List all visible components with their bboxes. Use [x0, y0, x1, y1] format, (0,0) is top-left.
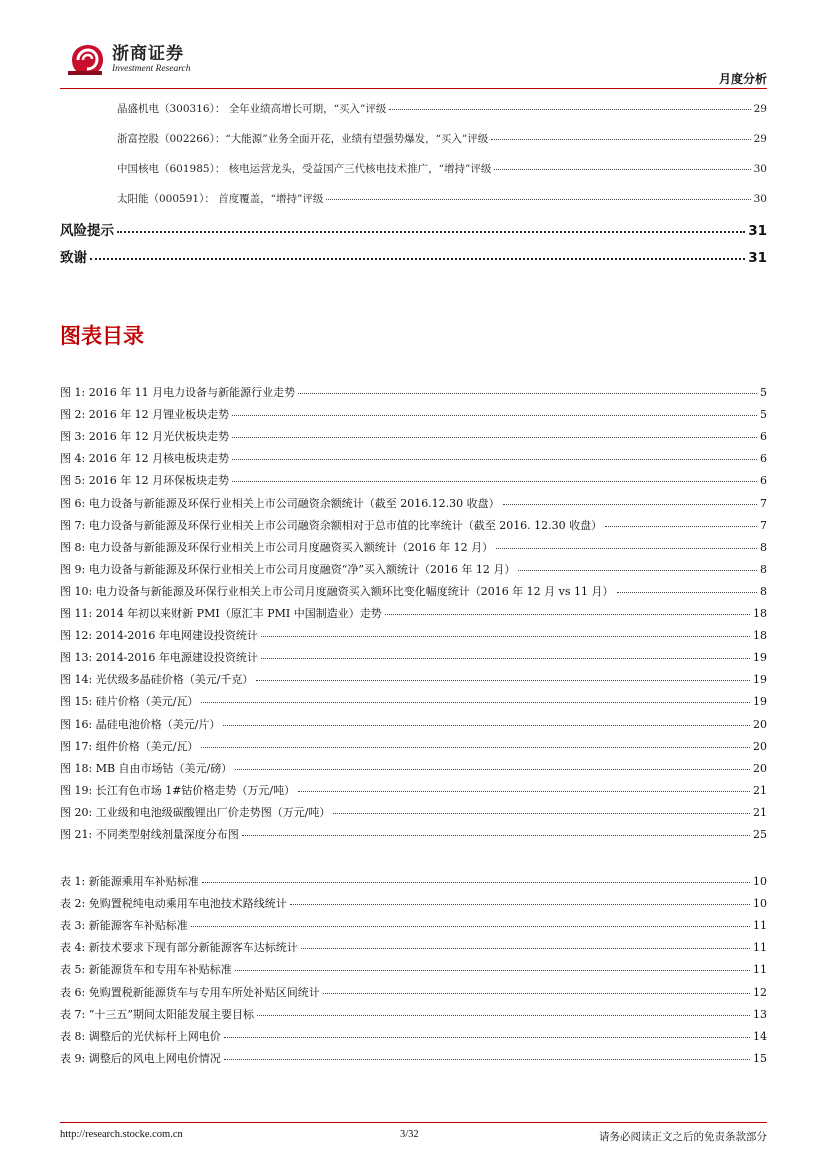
table-list-item[interactable]: 表 4: 新技术要求下现有部分新能源客车达标统计 11	[60, 941, 767, 955]
figure-list-item[interactable]: 图 13: 2014-2016 年电源建设投资统计 19	[60, 651, 767, 665]
brand-block	[112, 44, 191, 75]
figure-index-title: 图表目录	[60, 324, 144, 348]
figure-list-item[interactable]: 图 15: 硅片价格（美元/瓦） 19	[60, 695, 767, 709]
table-list-item[interactable]: 表 6: 免购置税新能源货车与专用车所处补贴区间统计 12	[60, 985, 767, 999]
footer-url[interactable]: http://research.stocke.com.cn	[60, 1129, 183, 1140]
footer-disclaimer: 请务必阅读正文之后的免责条款部分	[599, 1131, 767, 1143]
brand-name-en: Investment Research	[112, 64, 191, 74]
figure-list-item[interactable]: 图 1: 2016 年 11 月电力设备与新能源行业走势 5	[60, 386, 767, 399]
toc-sub-entry[interactable]: 晶盛机电（300316）： 全年业绩高增长可期，“买入”评级 29	[117, 103, 767, 115]
figure-list-item[interactable]: 图 11: 2014 年初以来财新 PMI（原汇丰 PMI 中国制造业）走势 18	[60, 607, 767, 620]
figure-list-item[interactable]: 图 7: 电力设备与新能源及环保行业相关上市公司融资余额相对于总市值的比率统计（截至 2016. 12.30 收盘） 7	[60, 518, 767, 532]
figure-list-item[interactable]: 图 10: 电力设备与新能源及环保行业相关上市公司月度融资买入额环比变化幅度统计（2016 年 12 月 vs 11 月） 8	[60, 584, 767, 598]
figure-list-item[interactable]: 图 12: 2014-2016 年电网建设投资统计 18	[60, 629, 767, 643]
toc-sub-entry[interactable]: 中国核电（601985）： 核电运营龙头，受益国产三代核电技术推广，“增持”评级 30	[117, 163, 767, 175]
toc-main-entry[interactable]: 致谢 31	[60, 250, 767, 266]
table-list-item[interactable]: 表 7: “十三五”期间太阳能发展主要目标 13	[60, 1007, 767, 1021]
figure-list-item[interactable]: 图 17: 组件价格（美元/瓦） 20	[60, 739, 767, 753]
company-logo-icon	[66, 42, 106, 78]
header-divider	[60, 88, 767, 89]
toc-sub-entry[interactable]: 太阳能（000591）： 首度覆盖，“增持”评级 30	[117, 193, 767, 205]
figure-list-item[interactable]: 图 20: 工业级和电池级碳酸锂出厂价走势图（万元/吨） 21	[60, 805, 767, 819]
toc-sub-entry[interactable]: 浙富控股（002266）：“大能源”业务全面开花，业绩有望强势爆发，“买入”评级 29	[117, 133, 767, 145]
figure-list-item[interactable]: 图 8: 电力设备与新能源及环保行业相关上市公司月度融资买入额统计（2016 年 12 月） 8	[60, 540, 767, 554]
figure-list-item[interactable]: 图 3: 2016 年 12 月光伏板块走势 6	[60, 430, 767, 444]
figure-list-item[interactable]: 图 9: 电力设备与新能源及环保行业相关上市公司月度融资“净”买入额统计（2016 年 12 月） 8	[60, 562, 767, 576]
toc-main-entry[interactable]: 风险提示 31	[60, 223, 767, 239]
figure-list-item[interactable]: 图 21: 不同类型射线剂量深度分布图 25	[60, 828, 767, 841]
document-type: 月度分析	[718, 72, 767, 86]
figure-list-item[interactable]: 图 5: 2016 年 12 月环保板块走势 6	[60, 474, 767, 488]
table-list-item[interactable]: 表 2: 免购置税纯电动乘用车电池技术路线统计 10	[60, 897, 767, 911]
footer-divider	[60, 1122, 767, 1123]
footer-page-number: 3/32	[400, 1129, 419, 1140]
table-list-item[interactable]: 表 3: 新能源客车补贴标准 11	[60, 919, 767, 933]
figure-list-item[interactable]: 图 14: 光伏级多晶硅价格（美元/千克） 19	[60, 673, 767, 687]
figure-list-item[interactable]: 图 2: 2016 年 12 月锂业板块走势 5	[60, 408, 767, 422]
brand-name-cn: 浙商证券	[112, 44, 184, 64]
table-list-item[interactable]: 表 1: 新能源乘用车补贴标准 10	[60, 875, 767, 888]
figure-list-item[interactable]: 图 6: 电力设备与新能源及环保行业相关上市公司融资余额统计（截至 2016.12.30 收盘） 7	[60, 496, 767, 510]
table-list-item[interactable]: 表 5: 新能源货车和专用车补贴标准 11	[60, 963, 767, 977]
figure-list-item[interactable]: 图 4: 2016 年 12 月核电板块走势 6	[60, 452, 767, 466]
table-list-item[interactable]: 表 8: 调整后的光伏标杆上网电价 14	[60, 1029, 767, 1043]
figure-list-item[interactable]: 图 18: MB 自由市场钴（美元/磅） 20	[60, 761, 767, 775]
table-list-item[interactable]: 表 9: 调整后的风电上网电价情况 15	[60, 1051, 767, 1065]
figure-list-item[interactable]: 图 19: 长江有色市场 1#钴价格走势（万元/吨） 21	[60, 783, 767, 797]
figure-list-item[interactable]: 图 16: 晶硅电池价格（美元/片） 20	[60, 717, 767, 731]
